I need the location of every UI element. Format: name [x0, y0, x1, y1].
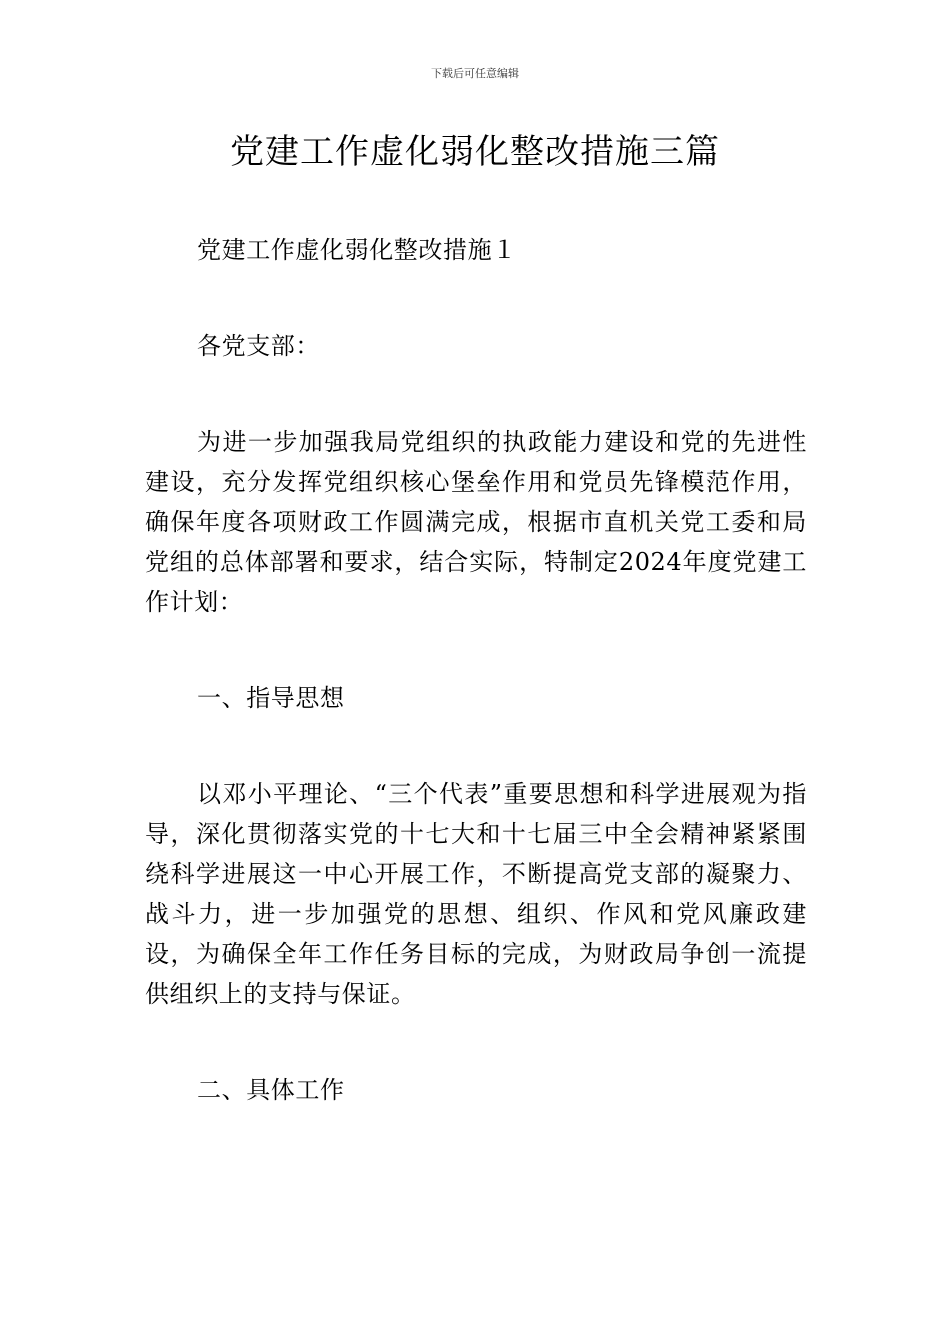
subtitle: 党建工作虚化弱化整改措施１ — [197, 236, 517, 264]
section-heading-guiding-thought: 一、指导思想 — [197, 684, 345, 712]
document-body — [145, 230, 807, 1110]
intro-paragraph: 为进一步加强我局党组织的执政能力建设和党的先进性建设，充分发挥党组织核心堡垒作用和党员先锋模范作用，确保年度各项财政工作圆满完成，根据市直机关党工委和局党组的总体部署和要求，结合实际，特制定2024年度党建工作计划： — [145, 428, 807, 616]
guiding-thought-paragraph: 以邓小平理论、“三个代表”重要思想和科学进展观为指导，深化贯彻落实党的十七大和十七届三中全会精神紧紧围绕科学进展这一中心开展工作，不断提高党支部的凝聚力、战斗力，进一步加强党的思想、组织、作风和党风廉政建设，为确保全年工作任务目标的完成，为财政局争创一流提供组织上的支持与保证。 — [145, 780, 807, 1008]
header-note: 下载后可任意编辑 — [431, 67, 519, 80]
section-heading-specific-work: 二、具体工作 — [197, 1076, 345, 1104]
document-title: 党建工作虚化弱化整改措施三篇 — [230, 132, 720, 172]
salutation: 各党支部： — [197, 332, 320, 360]
